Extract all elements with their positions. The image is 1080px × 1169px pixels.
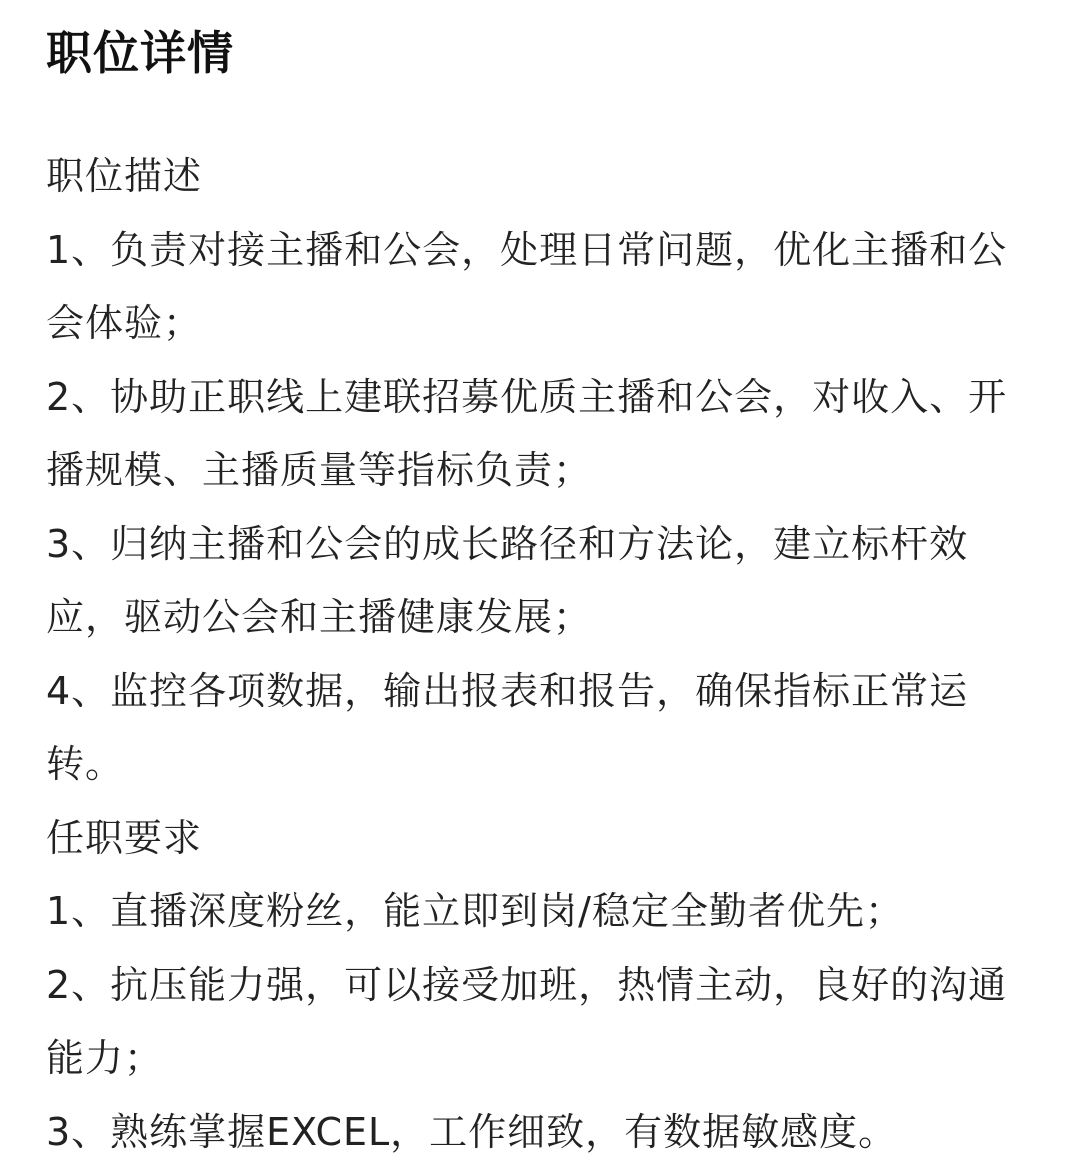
description-item-2: 2、协助正职线上建联招募优质主播和公会，对收入、开播规模、主播质量等指标负责； bbox=[46, 361, 1036, 508]
requirement-item-1: 1、直播深度粉丝，能立即到岗/稳定全勤者优先； bbox=[46, 875, 1036, 949]
description-heading: 职位描述 bbox=[46, 140, 1036, 214]
requirement-item-3: 3、熟练掌握EXCEL，工作细致，有数据敏感度。 bbox=[46, 1096, 1036, 1169]
description-item-1: 1、负责对接主播和公会，处理日常问题，优化主播和公会体验； bbox=[46, 214, 1036, 361]
page-title: 职位详情 bbox=[46, 18, 1036, 88]
description-item-4: 4、监控各项数据，输出报表和报告，确保指标正常运转。 bbox=[46, 655, 1036, 802]
job-description-body bbox=[46, 140, 1036, 1169]
description-item-3: 3、归纳主播和公会的成长路径和方法论，建立标杆效应，驱动公会和主播健康发展； bbox=[46, 508, 1036, 655]
requirement-item-2: 2、抗压能力强，可以接受加班，热情主动，良好的沟通能力； bbox=[46, 949, 1036, 1096]
requirements-heading: 任职要求 bbox=[46, 802, 1036, 876]
